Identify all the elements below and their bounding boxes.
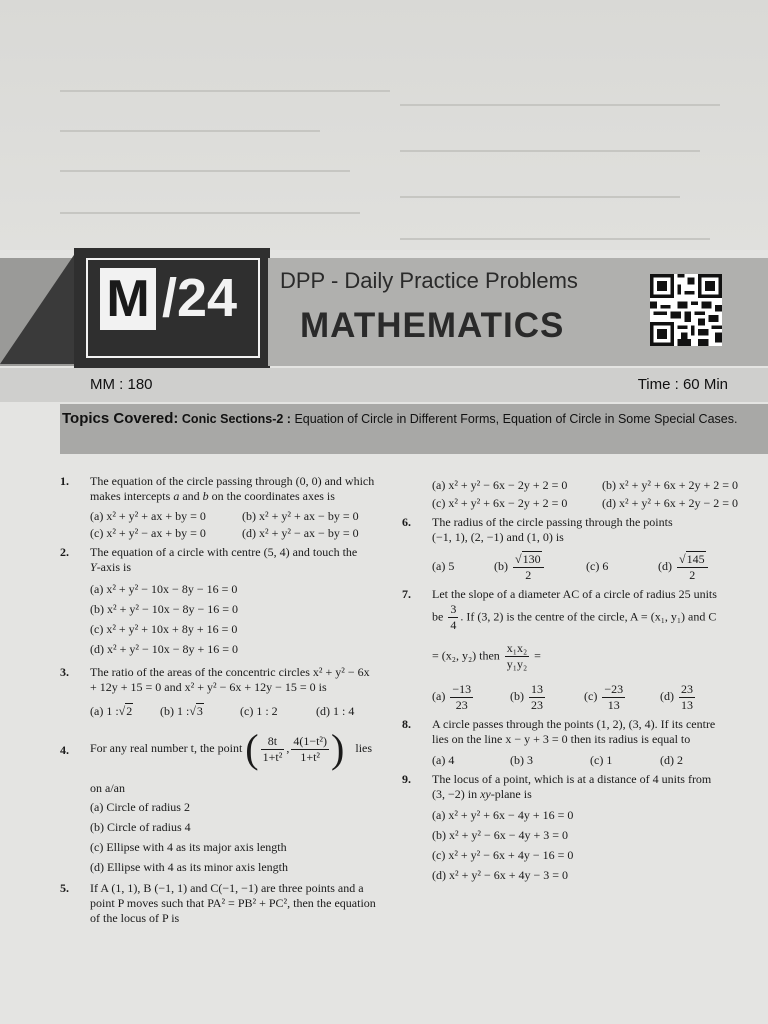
denominator: 13 bbox=[681, 698, 693, 712]
denominator: 13 bbox=[607, 698, 620, 712]
option-d[interactable]: (d) Ellipse with 4 as its minor axis length bbox=[90, 860, 288, 874]
question-6 bbox=[402, 515, 742, 583]
option-b[interactable]: (b) 1 :√3 bbox=[160, 704, 203, 718]
numerator: 3 bbox=[450, 602, 457, 616]
question-line: -plane is bbox=[490, 787, 532, 801]
question-number: 9. bbox=[402, 772, 411, 786]
question-text bbox=[90, 545, 395, 575]
question-line: (3, −2) in bbox=[432, 787, 481, 801]
question-line: on the coordinates axes is bbox=[208, 489, 335, 503]
question-line: A circle passes through the points (1, 2), (3, 4). If its centre bbox=[432, 717, 716, 731]
option-c[interactable]: (c) 6 bbox=[586, 558, 609, 573]
fraction bbox=[679, 682, 695, 713]
question-line: The radius of the circle passing through the points bbox=[432, 515, 673, 529]
series-title: DPP - Daily Practice Problems bbox=[280, 268, 578, 293]
denominator: y₁y₂ bbox=[506, 657, 528, 671]
numerator: √130 bbox=[513, 551, 544, 568]
option-c[interactable]: (c) Ellipse with 4 as its major axis length bbox=[90, 840, 287, 854]
denominator: 1+t² bbox=[262, 749, 283, 764]
numerator: √145 bbox=[677, 551, 708, 568]
question-line: lies on the line x − y + 3 = 0 then its radius is equal to bbox=[432, 732, 691, 746]
max-marks: MM : 180 bbox=[90, 376, 153, 393]
option-label: (d) bbox=[658, 558, 672, 573]
radicand: 130 bbox=[522, 552, 541, 566]
fraction bbox=[677, 551, 708, 583]
option-b[interactable] bbox=[494, 551, 586, 583]
question-text bbox=[432, 515, 742, 545]
question-text bbox=[90, 474, 395, 504]
options-row bbox=[432, 478, 742, 493]
question-line: = (x₂, y₂) then bbox=[432, 648, 500, 663]
subject-title: MATHEMATICS bbox=[300, 306, 565, 345]
option-a[interactable]: (a) x² + y² − 10x − 8y − 16 = 0 bbox=[90, 582, 238, 596]
bleed-through-background bbox=[0, 0, 768, 250]
denominator: 2 bbox=[689, 568, 696, 582]
question-line: point P moves such that PA² = PB² + PC², then the equation bbox=[90, 896, 376, 910]
options-row bbox=[432, 682, 742, 713]
option-a[interactable]: (a) 4 bbox=[432, 753, 455, 767]
question-text bbox=[90, 881, 395, 926]
fraction bbox=[602, 682, 625, 713]
topics-lead: Topics Covered: bbox=[62, 410, 179, 427]
logo bbox=[74, 248, 270, 368]
option-d[interactable]: (d) x² + y² − ax − by = 0 bbox=[242, 526, 359, 540]
question-number: 2. bbox=[60, 545, 69, 559]
question-text bbox=[90, 665, 395, 695]
option-d[interactable]: (d) x² + y² + 6x + 2y − 2 = 0 bbox=[602, 496, 739, 510]
option-b[interactable]: (b) x² + y² − 10x − 8y − 16 = 0 bbox=[90, 602, 239, 616]
question-line: If A (1, 1), B (−1, 1) and C(−1, −1) are three points and a bbox=[90, 881, 364, 895]
option-b[interactable]: (b) x² + y² + ax − by = 0 bbox=[242, 509, 359, 523]
var-xy: xy bbox=[480, 787, 491, 801]
question-line: be bbox=[432, 609, 444, 624]
question-line: lies bbox=[355, 740, 373, 755]
option-c[interactable]: (c) x² + y² + 6x − 2y + 2 = 0 bbox=[432, 496, 568, 510]
options-row bbox=[90, 703, 395, 719]
header-triangle bbox=[0, 252, 76, 364]
options-row bbox=[90, 509, 395, 524]
option-d[interactable]: (d) x² + y² − 10x − 8y + 16 = 0 bbox=[90, 642, 239, 656]
denominator: 1+t² bbox=[300, 749, 321, 764]
numerator: 8t bbox=[261, 734, 285, 750]
numerator: −23 bbox=[604, 682, 624, 696]
var-y: Y bbox=[90, 560, 97, 574]
fraction bbox=[450, 682, 473, 713]
numerator: 4(1−t²) bbox=[293, 733, 328, 748]
option-d[interactable]: (d) x² + y² − 6x + 4y − 3 = 0 bbox=[432, 868, 569, 882]
denominator: 4 bbox=[450, 618, 457, 632]
option-a[interactable]: (a) 5 bbox=[432, 558, 455, 573]
question-line: of the locus of P is bbox=[90, 911, 180, 925]
topics-covered bbox=[62, 410, 762, 428]
question-number: 6. bbox=[402, 515, 411, 529]
question-line: The equation of the circle passing through (0, 0) and which bbox=[90, 474, 375, 488]
question-number: 3. bbox=[60, 665, 69, 679]
numerator: 23 bbox=[681, 682, 693, 696]
question-5 bbox=[60, 881, 395, 926]
option-d[interactable]: (d) 2 bbox=[660, 753, 683, 767]
option-b[interactable]: (b) 3 bbox=[510, 753, 533, 767]
question-line: makes intercepts bbox=[90, 489, 174, 503]
question-number: 8. bbox=[402, 717, 411, 731]
question-3 bbox=[60, 665, 395, 719]
option-b[interactable]: (b) Circle of radius 4 bbox=[90, 820, 191, 834]
option-a[interactable]: (a) 1 :√2 bbox=[90, 704, 133, 718]
options-row bbox=[432, 496, 742, 511]
right-column bbox=[402, 478, 742, 887]
fraction bbox=[529, 682, 545, 713]
option-label: (a) bbox=[432, 689, 446, 704]
option-c[interactable]: (c) x² + y² − ax + by = 0 bbox=[90, 526, 206, 540]
option-label: (a) 1 : bbox=[90, 704, 119, 718]
option-c[interactable]: (c) 1 : 2 bbox=[240, 704, 278, 718]
question-line: . If (3, 2) is the centre of the circle, A = (x₁, y₁) and C bbox=[460, 609, 717, 624]
question-number: 5. bbox=[60, 881, 69, 895]
option-c[interactable]: (c) 1 bbox=[590, 753, 613, 767]
option-b[interactable]: (b) x² + y² + 6x + 2y + 2 = 0 bbox=[602, 478, 739, 492]
qr-code-icon bbox=[650, 274, 722, 346]
denominator: 23 bbox=[531, 698, 543, 712]
option-b[interactable] bbox=[510, 682, 584, 713]
logo-letter: M bbox=[100, 268, 156, 330]
option-label: (b) bbox=[510, 689, 524, 704]
left-column bbox=[60, 474, 395, 930]
question-2 bbox=[60, 545, 395, 657]
question-line: The ratio of the areas of the concentric circles x² + y² − 6x bbox=[90, 665, 370, 679]
option-b[interactable]: (b) x² + y² − 6x − 4y + 3 = 0 bbox=[432, 828, 569, 842]
denominator: 2 bbox=[525, 568, 532, 582]
option-a[interactable]: (a) x² + y² + 6x − 4y + 16 = 0 bbox=[432, 808, 574, 822]
equals-sign: = bbox=[534, 648, 541, 663]
question-line: Let the slope of a diameter AC of a circle of radius 25 units bbox=[432, 587, 717, 601]
question-5-options bbox=[402, 478, 742, 511]
topics-description: Equation of Circle in Different Forms, Equation of Circle in Some Special Cases. bbox=[294, 412, 738, 426]
question-number: 7. bbox=[402, 587, 411, 601]
question-4 bbox=[60, 726, 395, 875]
fraction bbox=[513, 551, 544, 583]
radicand: 145 bbox=[686, 552, 705, 566]
fraction bbox=[505, 641, 529, 672]
question-text bbox=[432, 717, 742, 747]
option-a[interactable] bbox=[432, 682, 510, 713]
question-text: For any real number t, the point ( $\frac{8t}{\text{1+t²}}$ , $\frac{\text{4(1−t²)}}{\text{1+t²}}$ ) lies bbox=[90, 726, 373, 771]
option-a[interactable]: (a) Circle of radius 2 bbox=[90, 800, 190, 814]
question-9 bbox=[402, 772, 742, 883]
question-8 bbox=[402, 717, 742, 768]
option-d[interactable] bbox=[660, 682, 697, 713]
question-line: on a/an bbox=[90, 781, 125, 795]
radicand: 2 bbox=[126, 704, 133, 718]
option-d[interactable]: (d) 1 : 4 bbox=[316, 704, 355, 718]
option-c[interactable]: (c) x² + y² + 10x + 8y + 16 = 0 bbox=[90, 622, 238, 636]
question-line: and bbox=[179, 489, 203, 503]
option-label: (b) bbox=[494, 558, 508, 573]
option-label: (d) bbox=[660, 689, 674, 704]
question-7 bbox=[402, 587, 742, 713]
var-a: a bbox=[173, 489, 180, 503]
question-line: The equation of a circle with centre (5, 4) and touch the bbox=[90, 545, 358, 559]
options-row bbox=[432, 551, 742, 583]
paren-open: ( bbox=[245, 726, 259, 771]
radicand: 3 bbox=[196, 704, 203, 718]
denominator: 23 bbox=[455, 698, 468, 712]
numerator: 13 bbox=[531, 682, 543, 696]
option-label: (b) 1 : bbox=[160, 704, 190, 718]
question-number: 4. bbox=[60, 743, 69, 757]
topics-section: Conic Sections-2 : bbox=[181, 412, 291, 426]
question-line-group bbox=[432, 641, 742, 672]
question-line: For any real number t, the point bbox=[90, 740, 243, 755]
question-line: + 12y + 15 = 0 and x² + y² − 6x + 12y − 15 = 0 is bbox=[90, 680, 327, 694]
logo-number: /24 bbox=[162, 268, 238, 328]
paren-close: ) bbox=[331, 726, 345, 771]
question-line: (−1, 1), (2, −1) and (1, 0) is bbox=[432, 530, 564, 544]
question-line: -axis is bbox=[96, 560, 132, 574]
time-limit: Time : 60 Min bbox=[637, 376, 728, 393]
option-a[interactable]: (a) x² + y² + ax + by = 0 bbox=[90, 509, 206, 523]
option-label: (c) bbox=[584, 689, 598, 704]
option-c[interactable] bbox=[584, 682, 660, 713]
question-text bbox=[432, 587, 742, 672]
fraction bbox=[448, 602, 458, 633]
question-line: The locus of a point, which is at a distance of 4 units from bbox=[432, 772, 712, 786]
question-number: 1. bbox=[60, 474, 69, 488]
fraction bbox=[291, 734, 329, 765]
options-row bbox=[90, 526, 395, 541]
numerator: x₁x₂ bbox=[506, 641, 528, 655]
option-d[interactable] bbox=[658, 551, 710, 583]
fraction bbox=[261, 734, 285, 765]
question-text bbox=[432, 772, 742, 802]
options-row bbox=[432, 753, 742, 768]
question-1 bbox=[60, 474, 395, 541]
var-b: b bbox=[202, 489, 209, 503]
option-c[interactable]: (c) x² + y² − 6x + 4y − 16 = 0 bbox=[432, 848, 574, 862]
numerator: −13 bbox=[452, 682, 472, 696]
logo-frame bbox=[86, 258, 260, 358]
option-a[interactable]: (a) x² + y² − 6x − 2y + 2 = 0 bbox=[432, 478, 568, 492]
